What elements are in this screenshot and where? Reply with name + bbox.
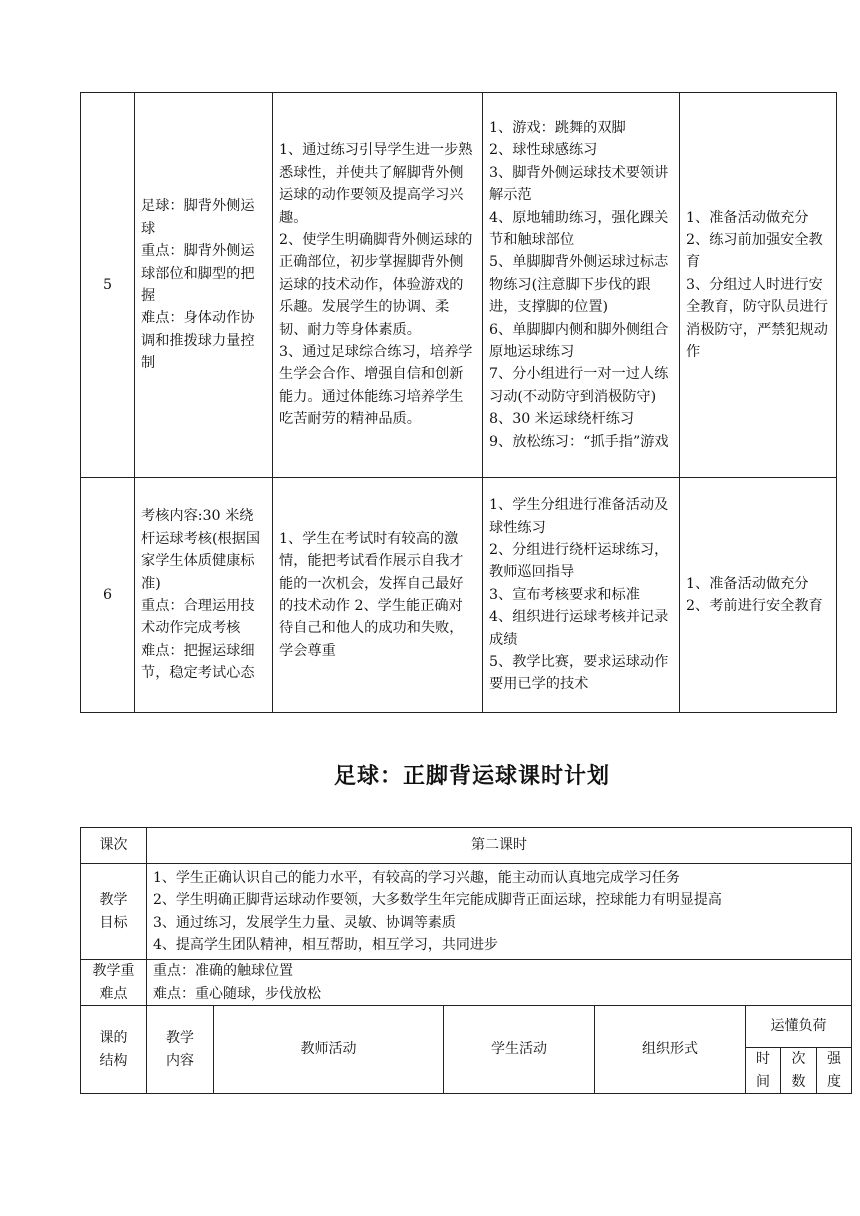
intensity-header: 强 度 — [817, 1048, 852, 1094]
table-row — [81, 828, 852, 864]
lesson-activities: 1、游戏：跳舞的双脚 2、球性球感练习 3、脚背外侧运球技术要领讲解示范 4、原地辅助练习，强化踝关节和触球部位 5、单脚脚背外侧运球过标志物练习(注意脚下步伐的跟进，支撑脚的位置) 6、单脚脚内侧和脚外侧组合原地运球练习 7、分小组进行一对一过人练习动(不动防守到消极防守) 8、30 米运球绕杆练习 9、放松练习：“抓手指”游戏 — [483, 93, 680, 478]
table-row — [81, 864, 852, 960]
lesson-activities: 1、学生分组进行准备活动及球性练习 2、分组进行绕杆运球练习，教师巡回指导 3、宣布考核要求和标准 4、组织进行运球考核并记录成绩 5、教学比赛，要求运球动作要用已学的技术 — [483, 478, 680, 713]
difficulty: 难点：重心随球，步伐放松 — [153, 985, 321, 1002]
load-header: 运懂负荷 — [746, 1006, 852, 1048]
table-row — [81, 478, 837, 713]
count-header: 次 数 — [781, 1048, 817, 1094]
key-point: 重点：准确的触球位置 — [153, 963, 293, 979]
keypoints-cell — [147, 960, 852, 1006]
lesson-number: 5 — [81, 93, 135, 478]
objectives-cell — [147, 864, 852, 960]
session-label: 课次 — [81, 828, 147, 864]
structure-header: 课的 结构 — [81, 1006, 147, 1094]
lesson-content: 考核内容:30 米绕杆运球考核(根据国家学生体质健康标准) 重点：合理运用技术动作完成考核 难点：把握运球细节，稳定考试心态 — [135, 478, 273, 713]
plan-title: 足球：正脚背运球课时计划 — [333, 764, 610, 789]
lesson-goals: 1、通过练习引导学生进一步熟悉球性，并使共了解脚背外侧运球的动作要领及提高学习兴趣。 2、使学生明确脚背外侧运球的正确部位，初步掌握脚背外侧运球的技术动作，体验游戏的乐趣。发展学生的协调、柔韧、耐力等身体素质。 3、通过足球综合练习，培养学生学会合作、增强自信和创新能力。通过体能练习培养学生吃苦耐劳的精神品质。 — [273, 93, 483, 478]
lesson-content: 足球：脚背外侧运球 重点：脚背外侧运球部位和脚型的把握 难点：身体动作协调和推拨球力量控制 — [135, 93, 273, 478]
objective-item: 4、提高学生团队精神，相互帮助，相互学习，共同进步 — [153, 937, 498, 953]
session-value: 第二课时 — [147, 828, 852, 864]
content-header: 教学 内容 — [147, 1006, 214, 1094]
lesson-number: 6 — [81, 478, 135, 713]
keypoints-label: 教学重 难点 — [81, 960, 147, 1006]
objective-item: 3、通过练习，发展学生力量、灵敏、协调等素质 — [153, 914, 456, 931]
objective-item: 2、学生明确正脚背运球动作要领，大多数学生年完能成脚背正面运球，控球能力有明显提高 — [153, 892, 722, 908]
lesson-plan-table — [80, 827, 852, 1094]
time-header: 时 间 — [746, 1048, 781, 1094]
teacher-activity-header: 教师活动 — [214, 1006, 444, 1094]
table-row — [81, 960, 852, 1006]
objective-item: 1、学生正确认识自己的能力水平，有较高的学习兴趣，能主动而认真地完成学习任务 — [153, 869, 680, 886]
lesson-goals: 1、学生在考试时有较高的激情，能把考试看作展示自我才能的一次机会，发挥自己最好的技术动作 2、学生能正确对待自己和他人的成功和失败，学会尊重 — [273, 478, 483, 713]
student-activity-header: 学生活动 — [444, 1006, 595, 1094]
objectives-label: 教学 目标 — [81, 864, 147, 960]
lesson-safety: 1、准备活动做充分 2、考前进行安全教育 — [680, 478, 837, 713]
table-row — [81, 93, 837, 478]
organization-header: 组织形式 — [595, 1006, 746, 1094]
lesson-safety: 1、准备活动做充分 2、练习前加强安全教育 3、分组过人时进行安全教育，防守队员进行消极防守，严禁犯规动作 — [680, 93, 837, 478]
table-row — [81, 1006, 852, 1048]
lesson-progress-table — [80, 92, 837, 713]
